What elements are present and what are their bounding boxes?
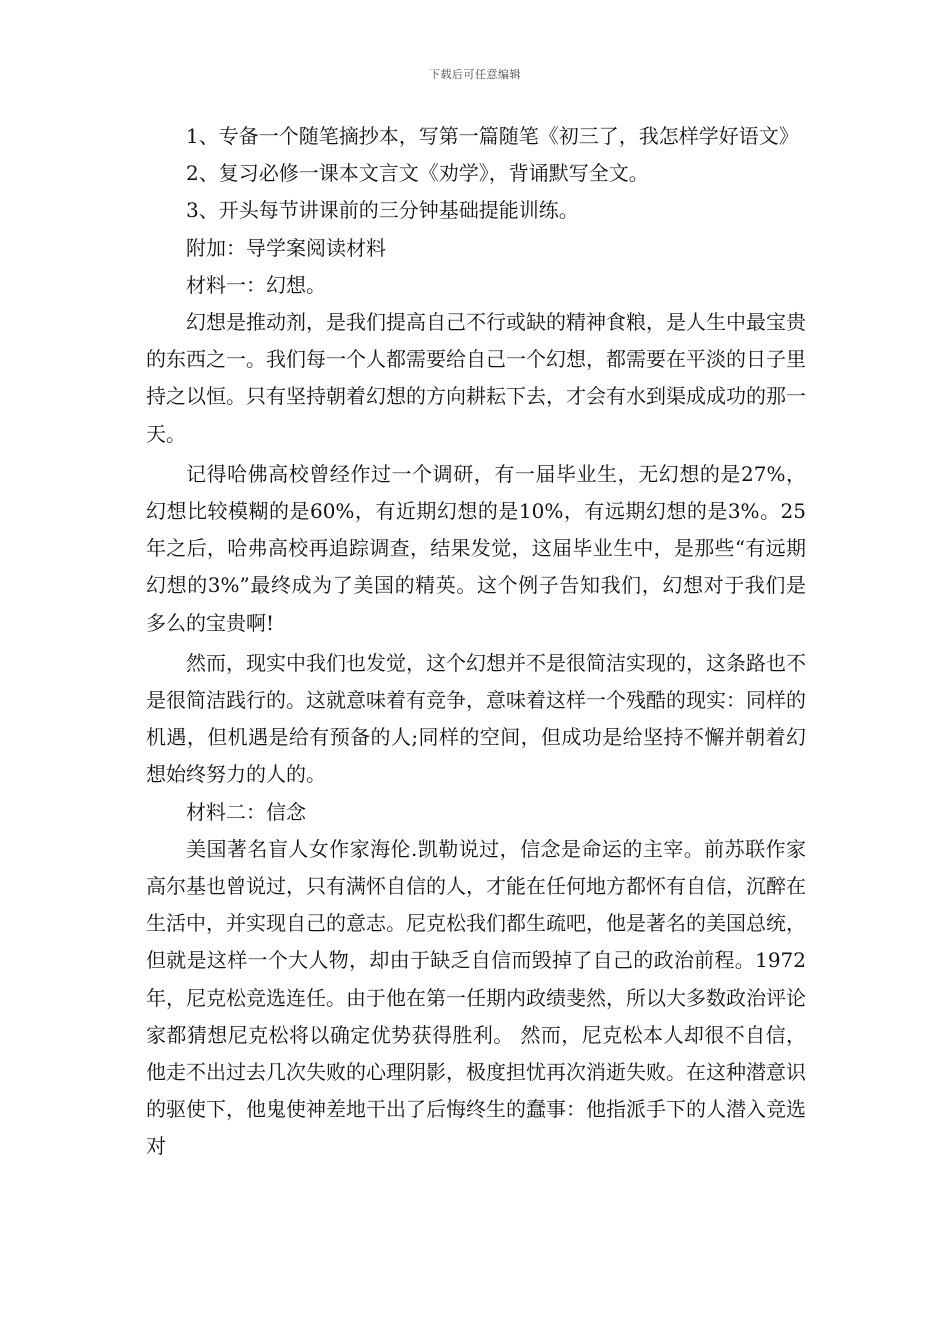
paragraph-task-3: 3、开头每节讲课前的三分钟基础提能训练。	[186, 198, 579, 223]
page-header: 下载后可任意编辑	[429, 68, 521, 81]
paragraph-material-2-heading: 材料二：信念	[186, 799, 306, 824]
paragraph-material-2-text: 美国著名盲人女作家海伦.凯勒说过，信念是命运的主宰。前苏联作家高尔基也曾说过，只有满怀自信的人，才能在任何地方都怀有自信，沉醉在生活中，并实现自己的意志。尼克松我们都生疏吧，他是著名的美国总统，但就是这样一个大人物，却由于缺乏自信而毁掉了自己的政治前程。1972年，尼克松竞选连任。由于他在第一任期内政绩斐然，所以大多数政治评论家都猜想尼克松将以确定优势获得胜利。 然而，尼克松本人却很不自信，他走不出过去几次失败的心理阴影，极度担忧再次消逝失败。在这种潜意识的驱使下，他鬼使神差地干出了后悔终生的蠢事：他指派手下的人潜入竞选对	[146, 836, 806, 1159]
paragraph-material-1-survey: 记得哈佛高校曾经作过一个调研，有一届毕业生，无幻想的是27%，幻想比较模糊的是60%，有近期幻想的是10%，有远期幻想的是3%。25年之后，哈弗高校再追踪调查，结果发觉，这届毕业生中，是那些“有远期幻想的3%”最终成为了美国的精英。这个例子告知我们，幻想对于我们是多么的宝贵啊!	[146, 461, 806, 635]
document-body	[146, 118, 806, 1166]
paragraph-material-1-text: 幻想是推动剂，是我们提高自己不行或缺的精神食粮，是人生中最宝贵的东西之一。我们每一个人都需要给自己一个幻想，都需要在平淡的日子里持之以恒。只有坚持朝着幻想的方向耕耘下去，才会有水到渠成成功的那一天。	[146, 310, 806, 446]
paragraph-material-1-reality: 然而，现实中我们也发觉，这个幻想并不是很简洁实现的，这条路也不是很简洁践行的。这就意味着有竞争，意味着这样一个残酷的现实：同样的机遇，但机遇是给有预备的人;同样的空间，但成功是给坚持不懈并朝着幻想始终努力的人的。	[146, 650, 806, 787]
paragraph-material-1-heading: 材料一：幻想。	[186, 272, 326, 297]
paragraph-task-2: 2、复习必修一课本文言文《劝学》，背诵默写全文。	[186, 161, 649, 186]
paragraph-appendix-heading: 附加：导学案阅读材料	[186, 235, 386, 260]
paragraph-task-1: 1、专备一个随笔摘抄本，写第一篇随笔《初三了，我怎样学好语文》	[186, 124, 799, 148]
